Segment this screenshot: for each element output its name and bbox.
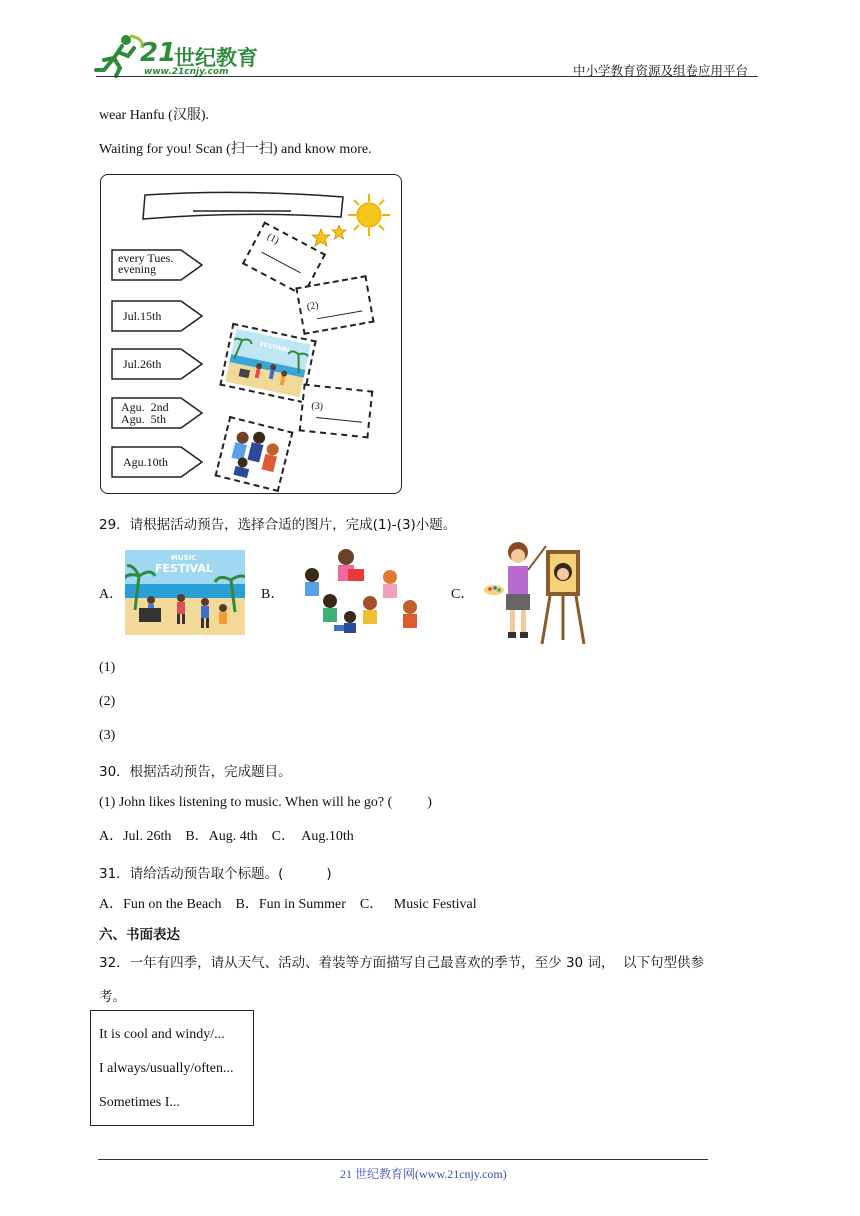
logo-brand: 世纪教育 bbox=[174, 46, 258, 70]
platform-title: 中小学教育资源及组卷应用平台 bbox=[573, 63, 749, 78]
q31-stem: 31．请给活动预告取个标题。( ) bbox=[99, 866, 332, 882]
q29-option-a-image[interactable] bbox=[125, 550, 245, 635]
q29-blank-3: (3) bbox=[99, 728, 116, 743]
slot-2-label: (2) bbox=[306, 299, 320, 313]
sentence-pattern-box bbox=[90, 1010, 254, 1126]
painting-girl-image bbox=[484, 540, 588, 648]
q29-option-a-label: A． bbox=[99, 587, 124, 602]
logo-number: 21 bbox=[140, 38, 177, 68]
reading-photo bbox=[214, 416, 293, 492]
date-sign-3 bbox=[111, 348, 201, 378]
runner-icon bbox=[94, 34, 146, 78]
footer-link[interactable]: 21 世纪教育网(www.21cnjy.com) bbox=[340, 1167, 507, 1181]
intro-line-2: Waiting for you! Scan (扫一扫) and know more. bbox=[99, 142, 372, 157]
date-sign-2-label: Jul.15th bbox=[123, 309, 162, 323]
sentence-pattern-1: It is cool and windy/... bbox=[99, 1027, 225, 1042]
date-sign-1-label: every Tues. evening bbox=[118, 251, 174, 276]
q32-stem-line-1: 32．一年有四季，请从天气、活动、着装等方面描写自己最喜欢的季节，至少 30 词， 以下句型供参 bbox=[99, 955, 705, 971]
svg-text:FESTIVAL: FESTIVAL bbox=[258, 340, 292, 355]
q29-option-c-image[interactable] bbox=[484, 540, 588, 648]
beach-festival-image bbox=[225, 329, 311, 398]
date-sign-4-label: Agu. 2nd Agu. 5th bbox=[121, 400, 169, 426]
date-sign-2 bbox=[111, 300, 201, 330]
music-festival-image bbox=[125, 550, 245, 635]
q29-blank-2: (2) bbox=[99, 694, 116, 709]
site-logo bbox=[94, 34, 264, 78]
q29-option-c-label: C． bbox=[451, 587, 475, 602]
children-image bbox=[219, 421, 288, 487]
date-sign-4 bbox=[111, 397, 201, 427]
sun-icon bbox=[347, 193, 391, 237]
sentence-pattern-2: I always/usually/often... bbox=[99, 1061, 234, 1076]
q29-stem: 29．请根据活动预告，选择合适的图片，完成(1)-(3)小题。 bbox=[99, 517, 457, 533]
q30-sub-question-1: (1) John likes listening to music. When will he go? ( ) bbox=[99, 795, 432, 810]
date-sign-3-label: Jul.26th bbox=[123, 357, 162, 371]
date-sign-5-label: Agu.10th bbox=[123, 455, 168, 469]
logo-url: www.21cnjy.com bbox=[144, 67, 229, 77]
q30-options: A．Jul. 26th B．Aug. 4th C． Aug.10th bbox=[99, 829, 354, 844]
sentence-pattern-3: Sometimes I... bbox=[99, 1095, 180, 1110]
section-6-title: 六、书面表达 bbox=[99, 927, 180, 943]
header-divider bbox=[96, 76, 758, 77]
event-poster bbox=[100, 174, 402, 494]
q30-stem: 30．根据活动预告，完成题目。 bbox=[99, 764, 292, 780]
slot-3-label: (3) bbox=[310, 400, 324, 413]
date-sign-5 bbox=[111, 446, 201, 476]
q32-stem-line-2: 考。 bbox=[99, 989, 126, 1005]
q29-blank-1: (1) bbox=[99, 660, 116, 675]
q29-option-b-image[interactable] bbox=[290, 547, 430, 637]
photo-slot-3 bbox=[299, 383, 374, 438]
q29-option-b-label: B． bbox=[261, 587, 285, 602]
star-icon bbox=[311, 225, 351, 251]
title-banner bbox=[141, 191, 347, 223]
intro-line-1: wear Hanfu (汉服). bbox=[99, 108, 210, 123]
reading-children-image bbox=[290, 547, 430, 637]
music-word: MUSIC bbox=[171, 554, 197, 562]
footer-divider bbox=[98, 1159, 708, 1160]
festival-word: FESTIVAL bbox=[155, 562, 213, 575]
slot-1-label: (1) bbox=[265, 231, 281, 247]
date-sign-1 bbox=[111, 249, 201, 279]
q31-options: A．Fun on the Beach B．Fun in Summer C． Music Festival bbox=[99, 897, 477, 912]
